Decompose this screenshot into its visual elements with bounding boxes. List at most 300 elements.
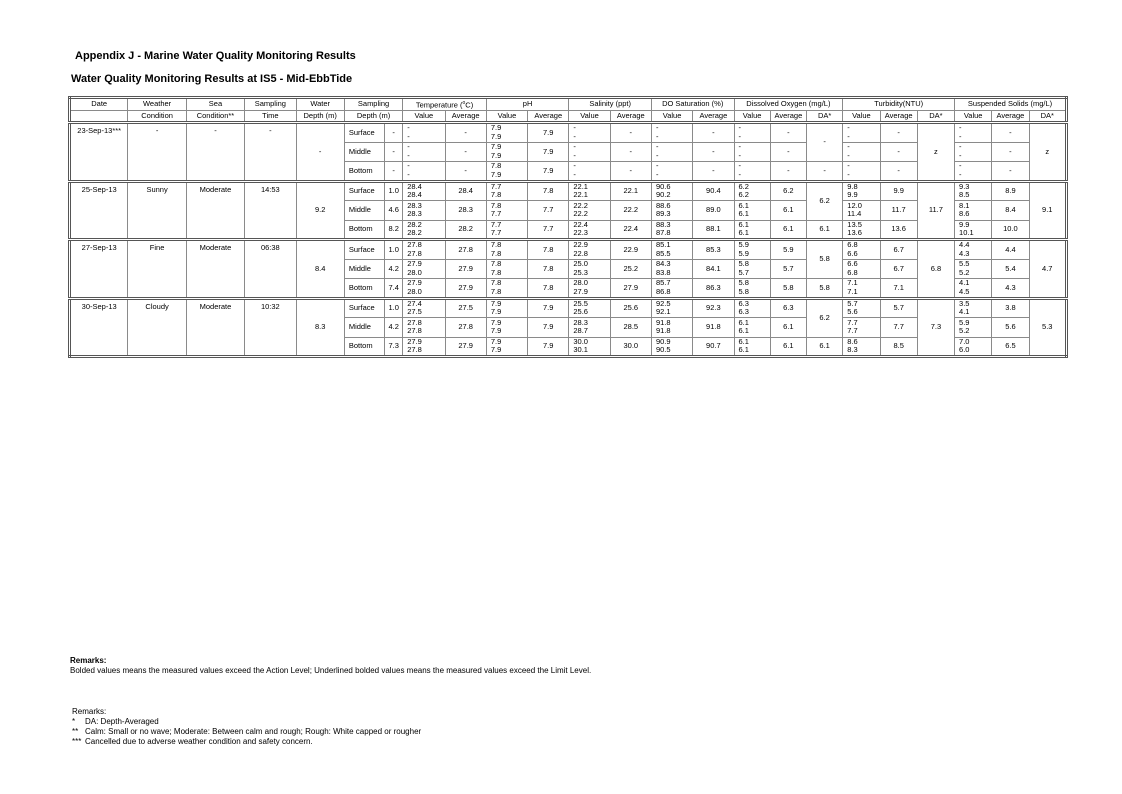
turbidity-values-reading: 7.1 [847, 278, 858, 288]
turbidity-values-reading: 7.1 [847, 286, 858, 296]
suspended-solids-values-reading: 8.5 [959, 190, 970, 200]
weather-cell: Sunny [128, 181, 186, 240]
turbidity-average: 9.9 [880, 181, 917, 201]
suspended-solids-values [955, 201, 992, 221]
turbidity-values-reading: 7.7 [847, 317, 858, 327]
dissolved-oxygen-values-reading: 5.8 [738, 286, 749, 296]
table-row [70, 123, 1067, 143]
do-saturation-values [651, 162, 692, 182]
salinity-values-reading: - [573, 123, 576, 133]
turbidity-average: 6.7 [880, 240, 917, 260]
do-saturation-values-reading: 88.6 [655, 200, 671, 210]
suspended-solids-da: z [1029, 123, 1066, 182]
sampling-depth-cell: 1.0 [385, 240, 403, 260]
ph-values [486, 337, 527, 357]
temperature-values-reading: 28.0 [407, 267, 422, 277]
table-row [70, 298, 1067, 318]
dissolved-oxygen-average: 6.1 [770, 318, 806, 338]
suspended-solids-average: 8.4 [992, 201, 1029, 221]
do-saturation-average: 90.7 [693, 337, 734, 357]
turbidity-values-reading: 9.9 [847, 190, 858, 200]
do-saturation-values-reading: 90.6 [655, 181, 671, 191]
do-saturation-average: 88.1 [693, 220, 734, 240]
turbidity-values-reading: 12.0 [847, 200, 862, 210]
do-saturation-average: - [693, 162, 734, 182]
turbidity-values [843, 279, 880, 299]
suspended-solids-average: 6.5 [992, 337, 1029, 357]
dissolved-oxygen-values-reading: - [738, 150, 741, 160]
remarks-action-level [70, 656, 591, 676]
temperature-values [403, 142, 445, 162]
turbidity-values [843, 142, 880, 162]
sea-condition-cell: - [186, 123, 244, 182]
temperature-values-reading: 27.5 [407, 307, 422, 317]
water-quality-table [68, 96, 1068, 358]
do-saturation-values [651, 220, 692, 240]
ph-values-reading: 7.7 [490, 228, 502, 238]
ph-average: 7.9 [528, 318, 569, 338]
dissolved-oxygen-values [734, 318, 770, 338]
header-ss-average: Average [992, 111, 1029, 123]
salinity-average: 25.2 [610, 259, 651, 279]
salinity-values [569, 337, 610, 357]
salinity-values-reading: 25.5 [573, 298, 588, 308]
turbidity-average: 7.1 [880, 279, 917, 299]
salinity-values-reading: - [573, 161, 576, 171]
dissolved-oxygen-bottom: 6.1 [807, 337, 843, 357]
turbidity-values-reading: 5.7 [847, 298, 858, 308]
ph-values-reading: 7.9 [490, 337, 502, 346]
weather-cell: - [128, 123, 186, 182]
turbidity-values [843, 318, 880, 338]
dissolved-oxygen-average: 6.3 [770, 298, 806, 318]
salinity-average: 30.0 [610, 337, 651, 357]
salinity-values-reading: 25.3 [573, 267, 588, 277]
dissolved-oxygen-values [734, 259, 770, 279]
temperature-values [403, 259, 445, 279]
salinity-average: 28.5 [610, 318, 651, 338]
header-sal-average: Average [610, 111, 651, 123]
suspended-solids-values-reading: - [959, 123, 962, 133]
ph-average: 7.9 [528, 142, 569, 162]
do-saturation-values-reading: 88.3 [655, 220, 671, 229]
do-saturation-values [651, 201, 692, 221]
suspended-solids-values [955, 181, 992, 201]
salinity-values [569, 220, 610, 240]
dissolved-oxygen-average: 6.1 [770, 220, 806, 240]
header-dissolved-oxygen: Dissolved Oxygen (mg/L) [734, 98, 843, 111]
dissolved-oxygen-bottom: 6.1 [807, 220, 843, 240]
ph-values-reading: 7.8 [490, 278, 502, 288]
header-dosat-value: Value [651, 111, 692, 123]
salinity-values-reading: 22.9 [573, 240, 588, 250]
sea-condition-cell: Moderate [186, 240, 244, 299]
ph-values [486, 298, 527, 318]
do-saturation-values [651, 298, 692, 318]
temperature-average: - [445, 123, 486, 143]
temperature-average: 27.8 [445, 240, 486, 260]
salinity-values-reading: - [573, 142, 576, 152]
dissolved-oxygen-average: - [770, 162, 806, 182]
salinity-values [569, 162, 610, 182]
temperature-values-reading: - [407, 131, 410, 141]
sampling-level-cell: Bottom [344, 279, 384, 299]
sampling-depth-cell: 1.0 [385, 181, 403, 201]
suspended-solids-values-reading: 6.0 [959, 345, 970, 355]
suspended-solids-average: - [992, 162, 1029, 182]
remarks-footnotes [72, 707, 421, 747]
turbidity-values-reading: 6.6 [847, 248, 858, 258]
temperature-average: 27.9 [445, 259, 486, 279]
do-saturation-values-reading: - [655, 169, 659, 179]
do-saturation-average: 92.3 [693, 298, 734, 318]
ph-values-reading: 7.8 [490, 267, 502, 277]
ph-values-reading: 7.7 [490, 181, 502, 191]
table-row [70, 240, 1067, 260]
suspended-solids-values-reading: 3.5 [959, 298, 970, 308]
suspended-solids-average: 4.4 [992, 240, 1029, 260]
temperature-average: - [445, 162, 486, 182]
salinity-values-reading: - [573, 150, 576, 160]
temperature-values-reading: - [407, 150, 410, 160]
turbidity-values [843, 181, 880, 201]
dissolved-oxygen-values-reading: 5.8 [738, 259, 749, 269]
header-temp-average: Average [445, 111, 486, 123]
turbidity-average: 11.7 [880, 201, 917, 221]
salinity-values-reading: 22.2 [573, 209, 588, 219]
suspended-solids-values [955, 259, 992, 279]
salinity-values-reading: 28.3 [573, 317, 588, 327]
sampling-depth-cell: 4.2 [385, 259, 403, 279]
suspended-solids-values-reading: 5.2 [959, 267, 970, 277]
do-saturation-values-reading: 86.8 [655, 286, 671, 296]
do-saturation-average: - [693, 123, 734, 143]
turbidity-average: 13.6 [880, 220, 917, 240]
turbidity-values-reading: 6.8 [847, 267, 858, 277]
dissolved-oxygen-bottom: - [807, 162, 843, 182]
ph-average: 7.8 [528, 181, 569, 201]
temperature-values-reading: 28.4 [407, 190, 422, 200]
temperature-values [403, 220, 445, 240]
turbidity-values [843, 259, 880, 279]
temperature-values-reading: 27.9 [407, 278, 422, 288]
sampling-level-cell: Middle [344, 259, 384, 279]
temperature-values-reading: - [407, 123, 410, 133]
ph-values-reading: 7.8 [490, 286, 502, 296]
turbidity-values-reading: 8.3 [847, 345, 858, 355]
turbidity-values-reading: - [847, 169, 850, 179]
weather-cell: Cloudy [128, 298, 186, 357]
temperature-average: 27.5 [445, 298, 486, 318]
salinity-values-reading: - [573, 131, 576, 141]
dissolved-oxygen-values-reading: - [738, 161, 741, 171]
suspended-solids-values [955, 220, 992, 240]
temperature-values-reading: 27.8 [407, 345, 422, 355]
do-saturation-average: 84.1 [693, 259, 734, 279]
suspended-solids-values-reading: - [959, 169, 962, 179]
sampling-depth-cell: 7.3 [385, 337, 403, 357]
do-saturation-average: - [693, 142, 734, 162]
header-dosat-average: Average [693, 111, 734, 123]
temperature-values [403, 201, 445, 221]
dissolved-oxygen-average: - [770, 123, 806, 143]
suspended-solids-average: - [992, 123, 1029, 143]
do-saturation-values-reading: 87.8 [655, 228, 671, 238]
do-saturation-values-reading: 92.1 [655, 307, 671, 317]
dissolved-oxygen-values-reading: 5.8 [738, 278, 749, 288]
suspended-solids-da: 9.1 [1029, 181, 1066, 240]
temperature-values [403, 298, 445, 318]
dissolved-oxygen-values-reading: - [738, 169, 741, 179]
turbidity-values-reading: 5.6 [847, 307, 858, 317]
turbidity-values-reading: - [847, 150, 850, 160]
temperature-values-reading: 28.0 [407, 286, 422, 296]
suspended-solids-values-reading: - [959, 161, 962, 171]
do-saturation-average: 86.3 [693, 279, 734, 299]
turbidity-values [843, 201, 880, 221]
dissolved-oxygen-values-reading: 6.1 [738, 345, 749, 355]
header-sampling: Sampling [245, 98, 296, 111]
sampling-time-cell: 10:32 [245, 298, 296, 357]
temperature-average: 28.4 [445, 181, 486, 201]
do-saturation-values [651, 123, 692, 143]
sampling-time-cell: 14:53 [245, 181, 296, 240]
dissolved-oxygen-values [734, 162, 770, 182]
salinity-average: - [610, 162, 651, 182]
suspended-solids-values [955, 240, 992, 260]
ph-values-reading: 7.8 [490, 259, 502, 269]
turbidity-average: 7.7 [880, 318, 917, 338]
do-saturation-values [651, 142, 692, 162]
salinity-values-reading: 25.6 [573, 307, 588, 317]
salinity-values-reading: 22.1 [573, 190, 588, 200]
turbidity-values-reading: 6.6 [847, 259, 858, 269]
footnote-item: ** Calm: Small or no wave; Moderate: Between calm and rough; Rough: White capped or rougher [72, 727, 422, 736]
sampling-time-cell: - [245, 123, 296, 182]
dissolved-oxygen-average: 6.1 [770, 201, 806, 221]
turbidity-values-reading: - [847, 161, 850, 171]
temperature-values-reading: 27.8 [407, 317, 422, 327]
do-saturation-values [651, 240, 692, 260]
dissolved-oxygen-values-reading: 6.1 [738, 220, 749, 229]
sampling-depth-cell: - [385, 162, 403, 182]
suspended-solids-values-reading: 9.9 [959, 220, 970, 229]
dissolved-oxygen-values-reading: 6.1 [738, 200, 749, 210]
do-saturation-average: 91.8 [693, 318, 734, 338]
temperature-values-reading: - [407, 169, 410, 179]
sampling-depth-cell: - [385, 142, 403, 162]
suspended-solids-values-reading: - [959, 150, 962, 160]
salinity-values-reading: 22.3 [573, 228, 588, 238]
header-turb-value: Value [843, 111, 880, 123]
turbidity-average: 6.7 [880, 259, 917, 279]
ph-average: 7.9 [528, 298, 569, 318]
suspended-solids-average: 5.4 [992, 259, 1029, 279]
suspended-solids-values-reading: 8.6 [959, 209, 970, 219]
suspended-solids-average: 8.9 [992, 181, 1029, 201]
suspended-solids-values-reading: 4.1 [959, 278, 970, 288]
header-time: Time [245, 111, 296, 123]
sampling-depth-cell: 4.6 [385, 201, 403, 221]
header-salinity: Salinity (ppt) [569, 98, 652, 111]
ph-average: 7.9 [528, 337, 569, 357]
ph-values-reading: 7.8 [490, 190, 502, 200]
salinity-values-reading: 28.7 [573, 326, 588, 336]
turbidity-values [843, 220, 880, 240]
header-do-da: DA* [807, 111, 843, 123]
turbidity-values-reading: 13.6 [847, 228, 862, 238]
do-saturation-average: 90.4 [693, 181, 734, 201]
do-saturation-values-reading: - [655, 131, 659, 141]
turbidity-average: 8.5 [880, 337, 917, 357]
suspended-solids-average: 4.3 [992, 279, 1029, 299]
header-sea: Sea [186, 98, 244, 111]
ph-values-reading: 7.9 [490, 142, 502, 152]
salinity-values [569, 240, 610, 260]
header-ph-value: Value [486, 111, 527, 123]
temperature-values [403, 162, 445, 182]
temperature-values-reading: 27.8 [407, 248, 422, 258]
salinity-average: - [610, 142, 651, 162]
do-saturation-values-reading: 83.8 [655, 267, 671, 277]
header-ph: pH [486, 98, 569, 111]
header-ss-da: DA* [1029, 111, 1066, 123]
turbidity-values-reading: 9.8 [847, 181, 858, 191]
table-row [70, 181, 1067, 201]
salinity-average: 25.6 [610, 298, 651, 318]
suspended-solids-average: 10.0 [992, 220, 1029, 240]
dissolved-oxygen-da: 6.2 [807, 298, 843, 337]
dissolved-oxygen-average: 6.1 [770, 337, 806, 357]
salinity-values-reading: 27.9 [573, 286, 588, 296]
dissolved-oxygen-values-reading: - [738, 123, 741, 133]
dissolved-oxygen-values-reading: - [738, 142, 741, 152]
header-sampling-depth: Sampling [344, 98, 402, 111]
turbidity-average: 5.7 [880, 298, 917, 318]
ph-average: 7.8 [528, 240, 569, 260]
turbidity-values [843, 337, 880, 357]
sampling-depth-cell: 7.4 [385, 279, 403, 299]
ph-values-reading: 7.8 [490, 248, 502, 258]
suspended-solids-values-reading: 4.4 [959, 240, 970, 250]
suspended-solids-da: 4.7 [1029, 240, 1066, 299]
dissolved-oxygen-values-reading: - [738, 131, 741, 141]
suspended-solids-values-reading: 7.0 [959, 337, 970, 346]
suspended-solids-values-reading: 4.1 [959, 307, 970, 317]
do-saturation-values-reading: 90.2 [655, 190, 671, 200]
header-turbidity: Turbidity(NTU) [843, 98, 955, 111]
turbidity-values-reading: 7.7 [847, 326, 858, 336]
header-weather: Weather [128, 98, 186, 111]
ph-average: 7.9 [528, 123, 569, 143]
temperature-average: 27.8 [445, 318, 486, 338]
ph-values-reading: 7.8 [490, 200, 502, 210]
turbidity-da: z [917, 123, 954, 182]
temperature-values-reading: 28.2 [407, 220, 422, 229]
sampling-depth-cell: 8.2 [385, 220, 403, 240]
suspended-solids-values-reading: 10.1 [959, 228, 974, 238]
turbidity-values-reading: - [847, 123, 850, 133]
dissolved-oxygen-values [734, 337, 770, 357]
dissolved-oxygen-values-reading: 6.1 [738, 326, 749, 336]
salinity-values [569, 181, 610, 201]
suspended-solids-values [955, 123, 992, 143]
dissolved-oxygen-values [734, 220, 770, 240]
temperature-values-reading: 27.9 [407, 337, 422, 346]
ph-average: 7.9 [528, 162, 569, 182]
suspended-solids-values-reading: 9.3 [959, 181, 970, 191]
salinity-average: 22.2 [610, 201, 651, 221]
header-temperature: Temperature ($^o$C) [403, 98, 487, 111]
temperature-values-reading: 27.8 [407, 240, 422, 250]
temperature-values [403, 318, 445, 338]
footnote-item: *** Cancelled due to adverse weather condition and safety concern. [72, 737, 313, 746]
ph-values [486, 279, 527, 299]
suspended-solids-average: - [992, 142, 1029, 162]
salinity-values [569, 298, 610, 318]
salinity-values-reading: 30.0 [573, 337, 588, 346]
salinity-values-reading: - [573, 169, 576, 179]
salinity-average: 27.9 [610, 279, 651, 299]
turbidity-values-reading: - [847, 131, 850, 141]
temperature-values [403, 123, 445, 143]
remarks-label: Remarks: [70, 656, 107, 665]
header-turb-average: Average [880, 111, 917, 123]
ph-values [486, 142, 527, 162]
dissolved-oxygen-average: 5.9 [770, 240, 806, 260]
salinity-average: - [610, 123, 651, 143]
sampling-depth-cell: - [385, 123, 403, 143]
ph-values-reading: 7.9 [490, 326, 502, 336]
do-saturation-values-reading: 90.9 [655, 337, 671, 346]
turbidity-values [843, 298, 880, 318]
ph-values-reading: 7.9 [490, 150, 502, 160]
salinity-values-reading: 30.1 [573, 345, 588, 355]
suspended-solids-average: 5.6 [992, 318, 1029, 338]
temperature-average: 27.9 [445, 279, 486, 299]
ph-values [486, 201, 527, 221]
dissolved-oxygen-values [734, 298, 770, 318]
header-suspended-solids: Suspended Solids (mg/L) [955, 98, 1067, 111]
ph-values [486, 123, 527, 143]
water-depth-cell: 9.2 [296, 181, 344, 240]
dissolved-oxygen-average: 5.7 [770, 259, 806, 279]
temperature-average: 27.9 [445, 337, 486, 357]
dissolved-oxygen-da: 6.2 [807, 181, 843, 220]
salinity-values-reading: 22.2 [573, 200, 588, 210]
temperature-average: 28.2 [445, 220, 486, 240]
header-turb-da: DA* [917, 111, 954, 123]
do-saturation-values-reading: 91.8 [655, 317, 671, 327]
do-saturation-values [651, 318, 692, 338]
do-saturation-values-reading: 85.1 [655, 240, 671, 250]
turbidity-average: - [880, 142, 917, 162]
suspended-solids-values-reading: 5.5 [959, 259, 970, 269]
do-saturation-values-reading: - [655, 161, 659, 171]
do-saturation-values [651, 279, 692, 299]
dissolved-oxygen-values-reading: 6.3 [738, 298, 749, 308]
sampling-level-cell: Bottom [344, 220, 384, 240]
temperature-values-reading: 27.9 [407, 259, 422, 269]
header-weather-condition: Condition [128, 111, 186, 123]
dissolved-oxygen-values-reading: 6.2 [738, 190, 749, 200]
dissolved-oxygen-values-reading: 5.7 [738, 267, 749, 277]
suspended-solids-values-reading: - [959, 131, 962, 141]
dissolved-oxygen-da: - [807, 123, 843, 162]
header-row-bottom [70, 111, 1067, 123]
temperature-values-reading: 27.4 [407, 298, 422, 308]
table-title: Water Quality Monitoring Results at IS5 - Mid-EbbTide [71, 73, 353, 85]
